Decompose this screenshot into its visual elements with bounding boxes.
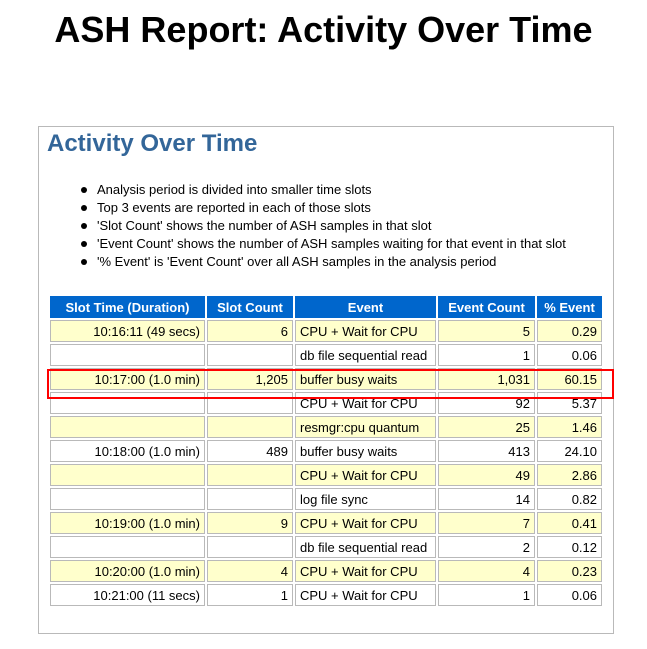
bullet-item [79,199,566,217]
event-cell: CPU + Wait for CPU [295,512,436,534]
bullet-dot-icon [81,259,87,265]
event-count-cell: 25 [438,416,535,438]
bullet-item [79,235,566,253]
slot-count-cell [207,488,293,510]
pct-event-cell: 0.41 [537,512,602,534]
slot-time-cell: 10:17:00 (1.0 min) [50,368,205,390]
activity-table [48,294,604,608]
event-count-cell: 1,031 [438,368,535,390]
slot-count-cell: 1 [207,584,293,606]
slot-count-cell: 489 [207,440,293,462]
event-count-cell: 92 [438,392,535,414]
event-count-cell: 4 [438,560,535,582]
event-cell: db file sequential read [295,344,436,366]
slot-time-cell [50,488,205,510]
table-row [50,560,602,582]
pct-event-cell: 1.46 [537,416,602,438]
table-row [50,488,602,510]
description-list [79,181,566,271]
slot-count-cell: 6 [207,320,293,342]
event-count-cell: 7 [438,512,535,534]
bullet-text: Analysis period is divided into smaller time slots [97,182,372,197]
slot-time-cell: 10:21:00 (11 secs) [50,584,205,606]
pct-event-cell: 5.37 [537,392,602,414]
event-cell: CPU + Wait for CPU [295,560,436,582]
slot-time-cell [50,392,205,414]
bullet-dot-icon [81,223,87,229]
bullet-dot-icon [81,187,87,193]
column-header-slot-count: Slot Count [207,296,293,318]
pct-event-cell: 2.86 [537,464,602,486]
slot-time-cell [50,344,205,366]
slot-count-cell [207,344,293,366]
event-count-cell: 1 [438,584,535,606]
table-row [50,392,602,414]
slot-count-cell: 4 [207,560,293,582]
slot-count-cell [207,536,293,558]
event-count-cell: 2 [438,536,535,558]
slide-title: ASH Report: Activity Over Time [54,9,593,50]
pct-event-cell: 0.12 [537,536,602,558]
bullet-item [79,217,566,235]
table-row [50,512,602,534]
bullet-text: Top 3 events are reported in each of those slots [97,200,371,215]
slot-time-cell [50,416,205,438]
table-row-highlighted [50,368,602,390]
event-cell: CPU + Wait for CPU [295,464,436,486]
event-cell: buffer busy waits [295,440,436,462]
column-header-event: Event [295,296,436,318]
event-cell: log file sync [295,488,436,510]
slot-time-cell [50,536,205,558]
slot-time-cell: 10:18:00 (1.0 min) [50,440,205,462]
slot-count-cell: 1,205 [207,368,293,390]
slot-time-cell: 10:19:00 (1.0 min) [50,512,205,534]
panel-title: Activity Over Time [47,130,258,157]
bullet-item [79,253,566,271]
slot-count-cell: 9 [207,512,293,534]
pct-event-cell: 24.10 [537,440,602,462]
table-row [50,440,602,462]
activity-over-time-panel [38,126,614,634]
pct-event-cell: 60.15 [537,368,602,390]
bullet-text: 'Event Count' shows the number of ASH samples waiting for that event in that slot [97,236,566,251]
event-count-cell: 49 [438,464,535,486]
event-count-cell: 5 [438,320,535,342]
slot-time-cell: 10:16:11 (49 secs) [50,320,205,342]
bullet-text: '% Event' is 'Event Count' over all ASH samples in the analysis period [97,254,497,269]
event-cell: CPU + Wait for CPU [295,320,436,342]
pct-event-cell: 0.29 [537,320,602,342]
table-row [50,584,602,606]
event-cell: CPU + Wait for CPU [295,584,436,606]
event-cell: db file sequential read [295,536,436,558]
table-header-row [50,296,602,318]
slot-count-cell [207,464,293,486]
table-row [50,320,602,342]
column-header-slot-time: Slot Time (Duration) [50,296,205,318]
pct-event-cell: 0.06 [537,344,602,366]
event-count-cell: 413 [438,440,535,462]
event-count-cell: 1 [438,344,535,366]
event-cell: CPU + Wait for CPU [295,392,436,414]
slot-count-cell [207,392,293,414]
table-row [50,416,602,438]
slot-time-cell: 10:20:00 (1.0 min) [50,560,205,582]
bullet-text: 'Slot Count' shows the number of ASH samples in that slot [97,218,432,233]
event-count-cell: 14 [438,488,535,510]
pct-event-cell: 0.82 [537,488,602,510]
table-row [50,536,602,558]
table-row [50,464,602,486]
slot-count-cell [207,416,293,438]
bullet-dot-icon [81,241,87,247]
event-cell: resmgr:cpu quantum [295,416,436,438]
column-header-pct-event: % Event [537,296,602,318]
table-row [50,344,602,366]
bullet-item [79,181,566,199]
slot-time-cell [50,464,205,486]
column-header-event-count: Event Count [438,296,535,318]
pct-event-cell: 0.23 [537,560,602,582]
event-cell: buffer busy waits [295,368,436,390]
pct-event-cell: 0.06 [537,584,602,606]
bullet-dot-icon [81,205,87,211]
